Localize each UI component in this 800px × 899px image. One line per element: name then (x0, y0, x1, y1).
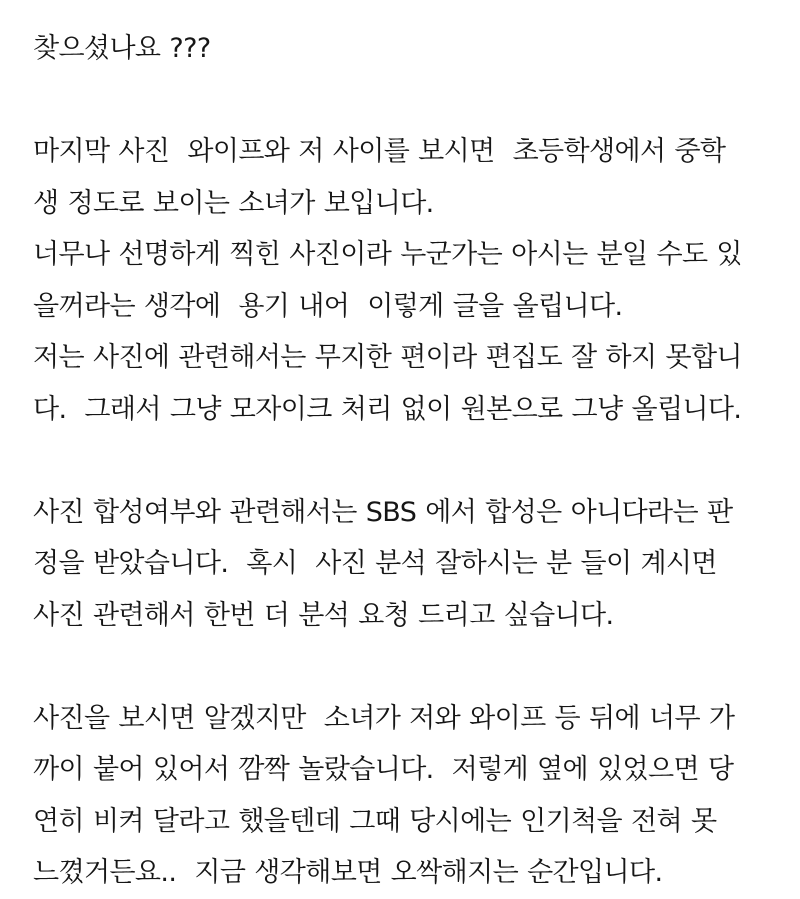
document-body (33, 23, 773, 899)
text-line: 너무나 선명하게 찍힌 사진이라 누군가는 아시는 분일 수도 있 (33, 239, 742, 270)
text-line: 다. 그래서 그냥 모자이크 처리 없이 원본으로 그냥 올립니다. (33, 393, 742, 425)
text-line: 저는 사진에 관련해서는 무지한 편이라 편집도 잘 하지 못합니 (33, 342, 742, 373)
text-line: 마지막 사진 와이프와 저 사이를 보시면 초등학생에서 중학 (33, 136, 726, 167)
text-line: 사진 관련해서 한번 더 분석 요청 드리고 싶습니다. (33, 599, 614, 631)
text-line: 연히 비켜 달라고 했을텐데 그때 당시에는 인기척을 전혀 못 (33, 805, 717, 837)
blank-line (33, 435, 773, 487)
blank-line (33, 641, 773, 693)
text-line: 정을 받았습니다. 혹시 사진 분석 잘하시는 분 들이 계시면 (33, 548, 717, 579)
blank-line (33, 75, 773, 127)
text-line: 생 정도로 보이는 소녀가 보입니다. (33, 187, 434, 219)
text-line: 사진을 보시면 알겠지만 소녀가 저와 와이프 등 뒤에 너무 가 (33, 702, 735, 734)
text-line: 찾으셨나요 ??? (33, 33, 211, 64)
text-line: 느꼈거든요.. 지금 생각해보면 오싹해지는 순간입니다. (33, 857, 663, 888)
text-line: 을꺼라는 생각에 용기 내어 이렇게 글을 올립니다. (33, 290, 623, 322)
text-line: 까이 붙어 있어서 깜짝 놀랐습니다. 저렇게 옆에 있었으면 당 (33, 754, 734, 785)
text-line: 사진 합성여부와 관련해서는 SBS 에서 합성은 아니다라는 판 (33, 496, 733, 528)
